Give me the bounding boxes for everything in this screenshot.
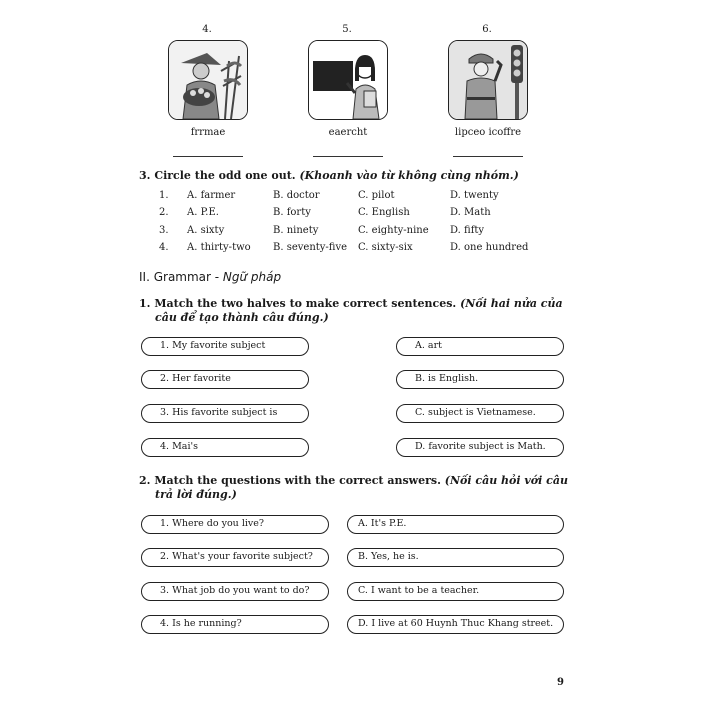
odd-one-row-1-option-c[interactable]: C. pilot (358, 190, 395, 201)
odd-one-row-1-option-a[interactable]: A. farmer (187, 190, 236, 201)
odd-one-row-3-option-d[interactable]: D. fifty (450, 225, 485, 236)
answer-item-c[interactable]: C. I want to be a teacher. (347, 582, 564, 601)
odd-one-row-4-option-d[interactable]: D. one hundred (450, 242, 529, 253)
question-item-2[interactable]: 2. What's your favorite subject? (141, 548, 329, 567)
picture-number-5: 5. (342, 24, 352, 35)
grammar-1-title-vi-2: câu để tạo thành câu đúng.) (155, 311, 329, 324)
answer-blank-5[interactable] (313, 156, 383, 157)
odd-one-row-4-option-b[interactable]: B. seventy-five (273, 242, 348, 253)
grammar-1-title: 1. Match the two halves to make correct sentences. (139, 297, 457, 310)
odd-one-row-1-option-b[interactable]: B. doctor (273, 190, 320, 201)
odd-one-row-3-option-c[interactable]: C. eighty-nine (358, 225, 429, 236)
answer-item-b[interactable]: B. Yes, he is. (347, 548, 564, 567)
odd-one-row-2-option-b[interactable]: B. forty (273, 207, 311, 218)
question-item-1[interactable]: 1. Where do you live? (141, 515, 329, 534)
picture-number-6: 6. (482, 24, 492, 35)
grammar-2-title: 2. Match the questions with the correct answers. (139, 474, 441, 487)
farmer-icon (168, 40, 248, 120)
match-right-item-c[interactable]: C. subject is Vietnamese. (396, 404, 564, 423)
grammar-2-heading-line2 (155, 488, 237, 501)
match-right-item-b[interactable]: B. is English. (396, 370, 564, 389)
exercise-3-title: 3. Circle the odd one out. (139, 169, 296, 182)
answer-blank-6[interactable] (453, 156, 523, 157)
exercise-3-heading (139, 169, 519, 182)
section-grammar-title: II. Grammar - (139, 270, 223, 284)
grammar-2-heading (139, 474, 569, 487)
odd-one-row-1-option-d[interactable]: D. twenty (450, 190, 499, 201)
police-officer-icon (448, 40, 528, 120)
grammar-2-title-vi-2: trả lời đúng.) (155, 488, 237, 501)
page-number: 9 (557, 677, 564, 688)
match-right-item-a[interactable]: A. art (396, 337, 564, 356)
odd-one-row-4-option-a[interactable]: A. thirty-two (187, 242, 251, 253)
scrambled-word-4: frrmae (190, 127, 226, 138)
teacher-icon (308, 40, 388, 120)
section-grammar-title-vi: Ngữ pháp (222, 270, 282, 284)
question-item-4[interactable]: 4. Is he running? (141, 615, 329, 634)
odd-one-row-3-number: 3. (159, 225, 169, 236)
answer-item-a[interactable]: A. It's P.E. (347, 515, 564, 534)
odd-one-row-4-option-c[interactable]: C. sixty-six (358, 242, 413, 253)
answer-blank-4[interactable] (173, 156, 243, 157)
grammar-2-title-vi: (Nối câu hỏi với câu (444, 474, 568, 487)
exercise-3-title-vi: (Khoanh vào từ không cùng nhóm.) (299, 169, 519, 182)
odd-one-row-2-number: 2. (159, 207, 169, 218)
grammar-1-heading-line2 (155, 311, 329, 324)
odd-one-row-3-option-a[interactable]: A. sixty (187, 225, 225, 236)
grammar-1-heading (139, 297, 569, 310)
match-left-item-2[interactable]: 2. Her favorite (141, 370, 309, 389)
odd-one-row-2-option-c[interactable]: C. English (358, 207, 410, 218)
odd-one-row-3-option-b[interactable]: B. ninety (273, 225, 319, 236)
picture-number-4: 4. (202, 24, 212, 35)
match-left-item-1[interactable]: 1. My favorite subject (141, 337, 309, 356)
section-grammar-heading (139, 270, 281, 284)
odd-one-row-1-number: 1. (159, 190, 169, 201)
question-item-3[interactable]: 3. What job do you want to do? (141, 582, 329, 601)
answer-item-d[interactable]: D. I live at 60 Huynh Thuc Khang street. (347, 615, 564, 634)
odd-one-row-4-number: 4. (159, 242, 169, 253)
match-left-item-4[interactable]: 4. Mai's (141, 438, 309, 457)
scrambled-word-5: eaercht (328, 127, 368, 138)
odd-one-row-2-option-a[interactable]: A. P.E. (187, 207, 219, 218)
match-right-item-d[interactable]: D. favorite subject is Math. (396, 438, 564, 457)
scrambled-word-6: lipceo icoffre (454, 127, 522, 138)
odd-one-row-2-option-d[interactable]: D. Math (450, 207, 491, 218)
grammar-1-title-vi: (Nối hai nửa của (460, 297, 563, 310)
match-left-item-3[interactable]: 3. His favorite subject is (141, 404, 309, 423)
